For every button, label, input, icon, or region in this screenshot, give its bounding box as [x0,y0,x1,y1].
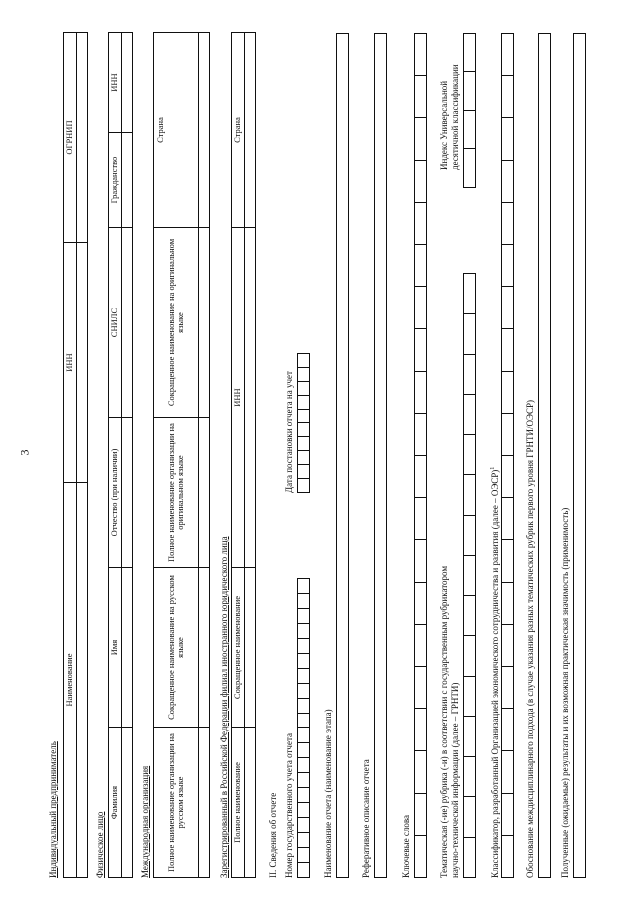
report-name-field[interactable] [336,33,349,878]
rotated-form [48,18,608,878]
person-cell[interactable] [122,418,133,568]
oecd-footnote-mark: 1 [490,466,496,470]
international-title: Международная организация [140,765,150,878]
branch-cell[interactable] [245,568,256,728]
individual-header-name: Наименование [64,483,77,878]
person-title: Физическое лицо [95,811,105,878]
branch-cell[interactable] [245,33,256,228]
branch-title: Зарегистрированный в Российской Федерации филиал иностранного юридического лица [219,536,229,878]
person-cell[interactable] [122,133,133,228]
person-header-patronymic: Отчество (при наличии) [109,418,122,568]
abstract-field[interactable] [374,33,387,878]
person-table [108,32,133,878]
person-header-surname: Фамилия [109,728,122,878]
interdisc-label: Обоснование междисциплинарного подхода (в случае указания разных тематических рубрик первого уровня ГРНТИ/ОЭСР) [525,400,535,878]
branch-header-short: Сокращенное наименование [232,568,245,728]
page-number: 3 [17,449,32,456]
keywords-cells[interactable] [414,33,427,878]
individual-title: Индивидуальный предприниматель [48,741,58,878]
reg-date-cells[interactable] [297,353,310,493]
person-header-inn: ИНН [109,33,122,133]
report-name-label: Наименование отчета (наименование этапа) [323,709,333,878]
branch-cell[interactable] [245,728,256,878]
branch-header-country: Страна [232,33,245,228]
international-table [153,32,210,878]
reg-number-cells[interactable] [297,578,310,878]
udc-label-2: десятичной классификации [450,64,460,170]
results-label: Полученные (ожидаемые) результаты и их возможная практическая значимость (применимость) [560,507,570,878]
oecd-label [488,467,500,878]
international-cell[interactable] [199,228,210,418]
international-header-short-orig: Сокращенное наименование на оригинальном языке [154,228,199,418]
person-cell[interactable] [122,33,133,133]
person-cell[interactable] [122,728,133,878]
individual-header-ogrnip: ОГРНИП [64,33,77,243]
international-header-short-ru: Сокращенное наименование на русском языке [154,568,199,728]
individual-cell[interactable] [77,483,88,878]
grnti-label-2: научно-технической информации (далее – ГРНТИ) [450,682,460,878]
oecd-label-text: Классификатор, разработанный Организацией экономического сотрудничества и развития (далее – ОЭСР) [490,469,500,878]
individual-cell[interactable] [77,33,88,243]
person-header-name: Имя [109,568,122,728]
grnti-label-1: Тематическая (-ие) рубрика (-и) в соответствии с государственным рубрикатором [439,565,449,878]
individual-table [63,32,88,878]
person-cell[interactable] [122,228,133,418]
individual-cell[interactable] [77,243,88,483]
person-header-citizenship: Гражданство [109,133,122,228]
interdisc-field[interactable] [538,33,551,878]
reg-number-label: Номер государственного учета отчета [284,733,294,878]
international-cell[interactable] [199,728,210,878]
results-field[interactable] [573,33,586,878]
person-header-snils: СНИЛС [109,228,122,418]
individual-header-inn: ИНН [64,243,77,483]
udc-label-1: Индекс Универсальной [439,80,449,170]
branch-table [231,32,256,878]
grnti-cells[interactable] [463,273,476,878]
abstract-label: Реферативное описание отчета [361,759,371,878]
person-cell[interactable] [122,568,133,728]
international-cell[interactable] [199,568,210,728]
udc-cells[interactable] [463,33,476,188]
keywords-label: Ключевые слова [401,814,411,878]
international-header-country: Страна [154,33,199,228]
international-header-full-ru: Полное наименование организации на русском языке [154,728,199,878]
branch-cell[interactable] [245,228,256,568]
branch-header-full: Полное наименование [232,728,245,878]
international-header-full-orig: Полное наименование организации на оригинальном языке [154,418,199,568]
international-cell[interactable] [199,33,210,228]
section2-title: II. Сведения об отчете [268,792,278,878]
reg-date-label: Дата постановки отчета на учет [284,371,294,493]
oecd-cells[interactable] [501,33,514,878]
international-cell[interactable] [199,418,210,568]
branch-header-inn: ИНН [232,228,245,568]
